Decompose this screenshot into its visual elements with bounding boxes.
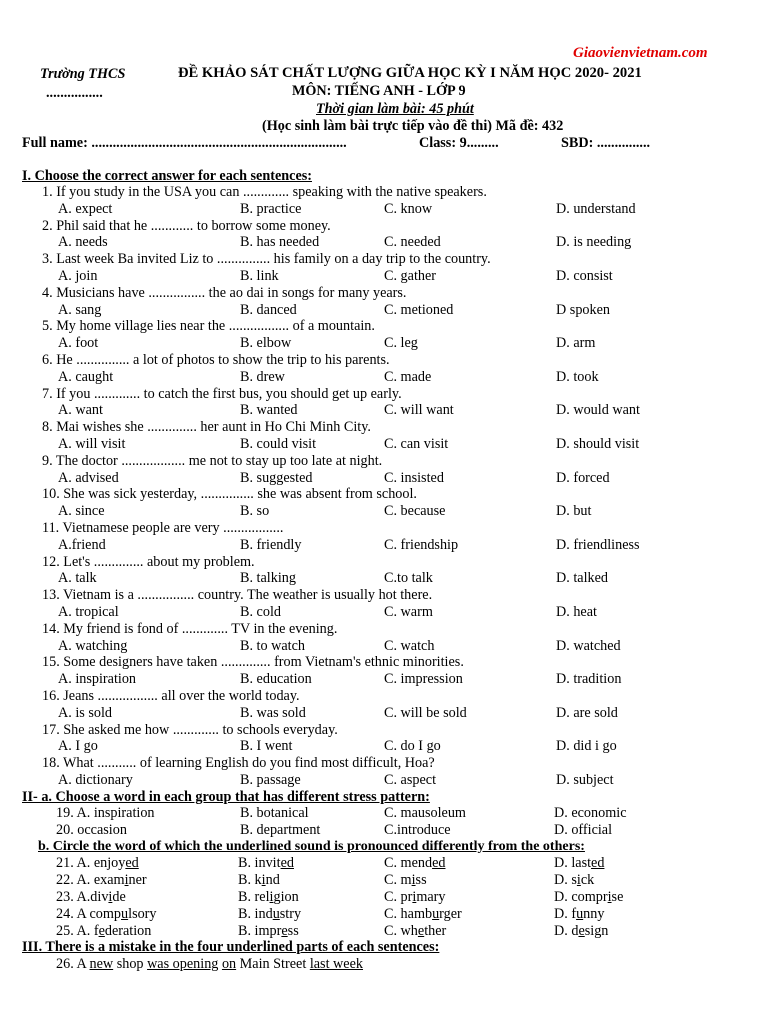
section-1-title: I. Choose the correct answer for each sentences:	[22, 168, 312, 184]
question-17-stem: 17. She asked me how ............. to schools everyday.	[42, 721, 338, 738]
question-9-option-a[interactable]: A. advised	[58, 469, 119, 486]
question-13-option-c[interactable]: C. warm	[384, 604, 433, 620]
question-7-option-b[interactable]: B. wanted	[240, 402, 298, 419]
stress-q20-option-a[interactable]: 20. occasion	[56, 822, 127, 838]
question-8-option-d[interactable]: D. should visit	[556, 436, 640, 452]
stress-q19-option-a[interactable]: 19. A. inspiration	[56, 805, 155, 821]
question-1-option-b[interactable]: B. practice	[240, 200, 302, 217]
word-part: stry	[279, 906, 302, 922]
question-16-option-d[interactable]: D. are sold	[556, 704, 618, 721]
question-12-option-a[interactable]: A. talk	[58, 570, 97, 587]
question-8-option-c[interactable]: C. can visit	[384, 436, 449, 452]
sound-q24-option-a[interactable]	[56, 906, 157, 923]
underlined-sound: u	[432, 906, 440, 922]
underlined-sound: ed	[591, 855, 605, 871]
word-part: nny	[583, 906, 605, 922]
stress-q20-option-c[interactable]: C.introduce	[384, 822, 451, 838]
underlined-sound: i	[261, 872, 266, 888]
sound-q25-option-c[interactable]	[384, 923, 446, 940]
word-part: rger	[439, 906, 462, 922]
underlined-sound: i	[576, 872, 581, 888]
underlined-sound: e	[417, 923, 425, 939]
question-9-option-c[interactable]: C. insisted	[384, 469, 444, 486]
question-10-stem: 10. She was sick yesterday, ............... she was absent from school.	[42, 486, 417, 503]
question-2-option-a[interactable]: A. needs	[58, 234, 108, 251]
question-10-option-a[interactable]: A. since	[58, 503, 105, 520]
question-10-option-b[interactable]: B. so	[240, 503, 270, 520]
question-4-option-a[interactable]: A. sang	[58, 301, 102, 318]
word-part: D. compr	[554, 889, 608, 905]
section-2-title: II- a. Choose a word in each group that has different stress pattern:	[22, 789, 430, 805]
question-2-stem: 2. Phil said that he ............ to borrow some money.	[42, 217, 331, 234]
word-part: ss	[415, 872, 427, 888]
question-4-option-b[interactable]: B. danced	[240, 301, 297, 318]
school-label: Trường THCS	[40, 66, 126, 82]
question-15-option-c[interactable]: C. impression	[384, 671, 463, 688]
question-10-option-d[interactable]: D. but	[556, 503, 592, 520]
class-field[interactable]: Class: 9.........	[419, 135, 499, 151]
word-part: B. impr	[238, 923, 282, 939]
question-17-option-b[interactable]: B. I went	[240, 738, 293, 755]
word-part: B. ind	[238, 906, 273, 922]
word-part: ner	[128, 872, 147, 888]
question-14-option-d[interactable]: D. watched	[556, 637, 621, 654]
stress-q20-option-d[interactable]: D. official	[554, 822, 613, 838]
exam-time: Thời gian làm bài: 45 phút	[316, 101, 474, 117]
question-15-option-b[interactable]: B. education	[240, 671, 312, 688]
sound-q25-option-b[interactable]	[238, 923, 299, 940]
question-8-option-b[interactable]: B. could visit	[240, 436, 317, 452]
question-7-option-a[interactable]: A. want	[58, 402, 103, 419]
underlined-sound: u	[121, 906, 129, 922]
section-3-title: III. There is a mistake in the four underlined parts of each sentences:	[22, 939, 440, 955]
exam-title: ĐỀ KHẢO SÁT CHẤT LƯỢNG GIỮA HỌC KỲ I NĂM HỌC 2020- 2021	[178, 65, 642, 81]
question-7-stem: 7. If you ............. to catch the first bus, you should get up early.	[42, 385, 402, 402]
underlined-sound: ed	[125, 855, 139, 871]
question-1-option-d[interactable]: D. understand	[556, 200, 636, 217]
word-part: ss	[287, 923, 299, 939]
question-12-option-b[interactable]: B. talking	[240, 570, 296, 587]
word-part: C. hamb	[384, 906, 433, 922]
question-8-stem: 8. Mai wishes she .............. her aunt in Ho Chi Minh City.	[42, 419, 371, 436]
word-part: deration	[104, 923, 152, 939]
question-18-option-d[interactable]: D. subject	[556, 772, 614, 788]
word-part: B. rel	[238, 889, 270, 905]
question-12-option-d[interactable]: D. talked	[556, 570, 609, 587]
word-part: D. last	[554, 855, 592, 871]
question-11-stem: 11. Vietnamese people are very .................	[42, 520, 284, 536]
question-4-stem: 4. Musicians have ................ the ao dai in songs for many years.	[42, 284, 407, 301]
question-14-stem: 14. My friend is fond of ............. TV in the evening.	[42, 620, 338, 637]
sound-q22-option-b[interactable]	[238, 872, 280, 889]
word-part: B. invit	[238, 855, 281, 871]
sound-q24-option-c[interactable]	[384, 906, 462, 923]
q26-part-0: 26. A	[56, 956, 90, 972]
fullname-field[interactable]: Full name: ........................................................................	[22, 135, 347, 151]
question-6-stem: 6. He ............... a lot of photos to show the trip to his parents.	[42, 352, 390, 368]
underlined-sound: u	[576, 906, 584, 922]
word-part: ther	[424, 923, 447, 939]
question-7-option-c[interactable]: C. will want	[384, 402, 454, 419]
question-17-option-a[interactable]: A. I go	[58, 738, 98, 755]
sound-q21-option-d[interactable]	[554, 855, 604, 872]
underlined-sound: e	[98, 923, 105, 939]
question-5-option-b[interactable]: B. elbow	[240, 335, 292, 352]
question-1-option-a[interactable]: A. expect	[58, 200, 113, 217]
q26-part-6: Main Street	[236, 956, 310, 972]
question-5-option-c[interactable]: C. leg	[384, 335, 418, 352]
question-3-option-d[interactable]: D. consist	[556, 268, 613, 284]
question-18-option-b[interactable]: B. passage	[240, 772, 301, 788]
question-13-option-d[interactable]: D. heat	[556, 604, 597, 620]
word-part: B. k	[238, 872, 262, 888]
question-7-option-d[interactable]: D. would want	[556, 402, 640, 419]
question-3-option-b[interactable]: B. link	[240, 268, 279, 284]
sound-q21-option-c[interactable]	[384, 855, 445, 872]
word-part: 25. A. f	[56, 923, 99, 939]
word-part: se	[611, 889, 624, 905]
q26-underlined-d[interactable]: last week	[309, 956, 363, 972]
underlined-sound: i	[269, 889, 274, 905]
underlined-sound: i	[108, 889, 113, 905]
question-17-option-c[interactable]: C. do I go	[384, 738, 441, 755]
q26-underlined-b[interactable]: was opening	[147, 956, 219, 972]
sound-q23-option-a[interactable]	[56, 889, 126, 906]
question-16-stem: 16. Jeans ................. all over the world today.	[42, 688, 300, 704]
underlined-sound: ed	[280, 855, 294, 871]
exam-subject: MÔN: TIẾNG ANH - LỚP 9	[292, 83, 466, 99]
question-12-option-c[interactable]: C.to talk	[384, 570, 433, 587]
question-4-option-c[interactable]: C. metioned	[384, 301, 454, 318]
underlined-sound: u	[272, 906, 280, 922]
question-6-option-d[interactable]: D. took	[556, 368, 599, 385]
word-part: 21. A. enjoy	[56, 855, 126, 871]
question-18-option-a[interactable]: A. dictionary	[58, 772, 133, 788]
sound-q21-option-a[interactable]	[56, 855, 139, 872]
question-3-stem: 3. Last week Ba invited Liz to ............... his family on a day trip to the country.	[42, 251, 491, 268]
sound-q25-option-d[interactable]	[554, 923, 608, 940]
question-8-option-a[interactable]: A. will visit	[58, 436, 126, 452]
exam-note: (Học sinh làm bài trực tiếp vào đề thi) Mã đề: 432	[262, 118, 564, 134]
word-part: gion	[273, 889, 299, 905]
question-5-stem: 5. My home village lies near the ................. of a mountain.	[42, 318, 375, 335]
underlined-sound: i	[412, 889, 417, 905]
word-part: C. wh	[384, 923, 418, 939]
underlined-sound: ed	[432, 855, 446, 871]
question-15-option-a[interactable]: A. inspiration	[58, 671, 137, 688]
question-14-option-b[interactable]: B. to watch	[240, 637, 306, 654]
question-1-stem: 1. If you study in the USA you can ............. speaking with the native speakers.	[42, 184, 487, 200]
sound-q22-option-a[interactable]	[56, 872, 147, 889]
word-part: de	[112, 889, 126, 905]
sound-q23-option-d[interactable]	[554, 889, 623, 906]
question-1-option-c[interactable]: C. know	[384, 200, 433, 217]
question-16-option-b[interactable]: B. was sold	[240, 704, 306, 721]
word-part: C. mend	[384, 855, 433, 871]
sound-q23-option-c[interactable]	[384, 889, 445, 906]
sound-q21-option-b[interactable]	[238, 855, 294, 872]
q26-part-2: shop	[113, 956, 148, 972]
sound-q24-option-d[interactable]	[554, 906, 604, 923]
question-2-option-d[interactable]: D. is needing	[556, 234, 632, 251]
question-9-option-b[interactable]: B. suggested	[240, 469, 313, 486]
question-15-stem: 15. Some designers have taken .............. from Vietnam's ethnic minorities.	[42, 654, 464, 671]
word-part: C. pr	[384, 889, 413, 905]
question-2-option-b[interactable]: B. has needed	[240, 234, 320, 251]
question-15-option-d[interactable]: D. tradition	[556, 671, 622, 688]
word-part: lsory	[128, 906, 157, 922]
sound-q23-option-b[interactable]	[238, 889, 299, 906]
question-13-stem: 13. Vietnam is a ................ country. The weather is usually hot there.	[42, 587, 433, 604]
question-11-option-b[interactable]: B. friendly	[240, 536, 302, 553]
sound-q22-option-c[interactable]	[384, 872, 427, 889]
question-11-option-c[interactable]: C. friendship	[384, 536, 459, 553]
word-part: D. f	[554, 906, 577, 922]
question-12-stem: 12. Let's .............. about my problem.	[42, 553, 255, 570]
word-part: sign	[584, 923, 609, 939]
word-part: 23. A.div	[56, 889, 109, 905]
sound-q25-option-a[interactable]	[56, 923, 151, 940]
word-part: mary	[416, 889, 446, 905]
question-14-option-c[interactable]: C. watch	[384, 637, 435, 654]
question-2-option-c[interactable]: C. needed	[384, 234, 441, 251]
underlined-sound: i	[124, 872, 129, 888]
question-5-option-a[interactable]: A. foot	[58, 335, 99, 352]
stress-q20-option-b[interactable]: B. department	[240, 822, 321, 838]
school-dots: ................	[46, 85, 103, 101]
question-3-option-a[interactable]: A. join	[58, 268, 98, 284]
question-5-option-d[interactable]: D. arm	[556, 335, 596, 352]
word-part: D. d	[554, 923, 579, 939]
section-2b-title: b. Circle the word of which the underlined sound is pronounced differently from the others:	[38, 839, 585, 854]
question-9-stem: 9. The doctor .................. me not to stay up too late at night.	[42, 452, 383, 469]
question-13-option-b[interactable]: B. cold	[240, 604, 281, 620]
question-11-option-d[interactable]: D. friendliness	[556, 536, 640, 553]
question-9-option-d[interactable]: D. forced	[556, 469, 610, 486]
question-3-option-c[interactable]: C. gather	[384, 268, 437, 284]
q26-underlined-c[interactable]: on	[221, 956, 237, 972]
stress-q19-option-c[interactable]: C. mausoleum	[384, 805, 466, 821]
question-26	[56, 956, 363, 973]
underlined-sound: i	[607, 889, 612, 905]
q26-underlined-a[interactable]: new	[89, 956, 114, 972]
question-6-option-a[interactable]: A. caught	[58, 368, 114, 385]
word-part: nd	[265, 872, 280, 888]
question-6-option-c[interactable]: C. made	[384, 368, 432, 385]
underlined-sound: e	[578, 923, 585, 939]
question-6-option-b[interactable]: B. drew	[240, 368, 285, 385]
watermark-text: Giaovienvietnam.com	[573, 45, 708, 61]
word-part: ck	[580, 872, 595, 888]
sbd-field[interactable]: SBD: ...............	[561, 135, 651, 151]
question-17-option-d[interactable]: D. did i go	[556, 738, 617, 755]
underlined-sound: i	[411, 872, 416, 888]
sound-q24-option-b[interactable]	[238, 906, 301, 923]
word-part: C. m	[384, 872, 412, 888]
word-part: 24. A comp	[56, 906, 122, 922]
word-part: D. s	[554, 872, 577, 888]
word-part: 22. A. exam	[56, 872, 125, 888]
underlined-sound: e	[281, 923, 288, 939]
stress-q19-option-d[interactable]: D. economic	[554, 805, 627, 821]
question-16-option-a[interactable]: A. is sold	[58, 704, 112, 721]
question-18-stem: 18. What ........... of learning English do you find most difficult, Hoa?	[42, 755, 435, 772]
question-16-option-c[interactable]: C. will be sold	[384, 704, 467, 721]
question-13-option-a[interactable]: A. tropical	[58, 604, 119, 620]
question-14-option-a[interactable]: A. watching	[58, 637, 128, 654]
question-11-option-a[interactable]: A.friend	[58, 536, 106, 553]
question-10-option-c[interactable]: C. because	[384, 503, 446, 520]
sound-q22-option-d[interactable]	[554, 872, 594, 889]
question-18-option-c[interactable]: C. aspect	[384, 772, 437, 788]
question-4-option-d[interactable]: D spoken	[556, 301, 610, 318]
stress-q19-option-b[interactable]: B. botanical	[240, 805, 309, 821]
